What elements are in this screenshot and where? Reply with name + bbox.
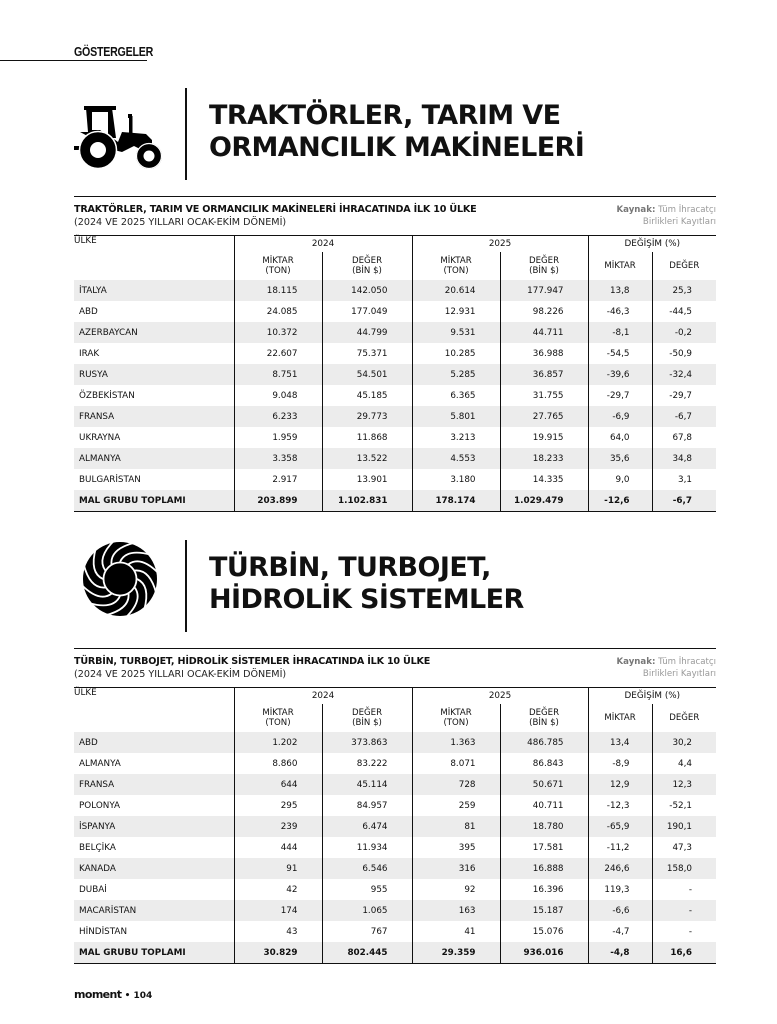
country-cell: AZERBAYCAN <box>74 322 234 343</box>
val-2025-cell: 177.947 <box>500 280 588 301</box>
brand-logo: moment <box>74 988 122 1001</box>
table-row <box>74 469 716 490</box>
qty-2024-cell: 8.860 <box>234 753 322 774</box>
col-2025: 2025 <box>412 236 588 253</box>
val-2024-cell: 6.474 <box>322 816 412 837</box>
table-header-turbines <box>74 648 716 687</box>
country-cell: İSPANYA <box>74 816 234 837</box>
qty-2025-cell: 12.931 <box>412 301 500 322</box>
qty-unit: (TON) <box>443 718 469 728</box>
country-cell: MACARİSTAN <box>74 900 234 921</box>
qty-2025-cell: 8.071 <box>412 753 500 774</box>
val-2024-cell: 802.445 <box>322 942 412 964</box>
qty-2025-cell: 5.285 <box>412 364 500 385</box>
change-val-cell: 158,0 <box>652 858 716 879</box>
val-2025-cell: 18.780 <box>500 816 588 837</box>
val-label: DEĞER <box>528 708 560 718</box>
val-2025-cell: 27.765 <box>500 406 588 427</box>
qty-2025-cell: 10.285 <box>412 343 500 364</box>
qty-label: MİKTAR <box>262 708 294 718</box>
val-2025-cell: 14.335 <box>500 469 588 490</box>
qty-2024-cell: 8.751 <box>234 364 322 385</box>
change-qty-cell: -54,5 <box>588 343 652 364</box>
qty-unit: (TON) <box>265 718 291 728</box>
change-val-cell: -44,5 <box>652 301 716 322</box>
table-row <box>74 343 716 364</box>
country-cell: UKRAYNA <box>79 432 121 443</box>
country-cell: ABD <box>79 306 98 317</box>
change-qty-cell: 13,8 <box>588 280 652 301</box>
source-line2: Birlikleri Kayıtları <box>642 217 716 227</box>
val-2024-cell: 1.102.831 <box>322 490 412 512</box>
country-cell: MAL GRUBU TOPLAMI <box>74 942 234 964</box>
col-2025-val <box>500 704 588 732</box>
val-label: DEĞER <box>351 256 383 266</box>
country-cell: ALMANYA <box>74 448 234 469</box>
section-rule <box>0 60 147 61</box>
table-row <box>74 774 716 795</box>
qty-2025-cell: 259 <box>412 795 500 816</box>
change-val-cell: - <box>652 900 716 921</box>
change-qty-cell: -6,9 <box>588 406 652 427</box>
change-val-cell: 16,6 <box>652 942 716 964</box>
table-source <box>617 656 716 680</box>
col-2024-qty <box>234 704 322 732</box>
col-2025: 2025 <box>412 688 588 705</box>
qty-label: MİKTAR <box>440 708 472 718</box>
table-row <box>74 900 716 921</box>
country-cell: DUBAİ <box>79 884 107 895</box>
country-cell: HİNDİSTAN <box>79 926 128 937</box>
col-2024-qty <box>234 252 322 280</box>
val-2025-cell: 486.785 <box>500 732 588 753</box>
val-2024-cell: 54.501 <box>322 364 412 385</box>
qty-2025-cell: 728 <box>412 774 500 795</box>
qty-2024-cell: 91 <box>234 858 322 879</box>
change-qty-cell: -12,3 <box>588 795 652 816</box>
col-2025-qty <box>412 252 500 280</box>
qty-2024-cell: 295 <box>234 795 322 816</box>
qty-2024-cell: 30.829 <box>234 942 322 964</box>
country-cell: FRANSA <box>74 406 234 427</box>
qty-2025-cell: 395 <box>412 837 500 858</box>
val-unit: (BİN $) <box>352 266 382 276</box>
turbine-icon <box>74 536 166 622</box>
change-val-cell: - <box>652 921 716 942</box>
page-footer <box>74 988 152 1001</box>
qty-2024-cell: 174 <box>234 900 322 921</box>
change-val-cell: -0,2 <box>652 322 716 343</box>
country-cell: BELÇİKA <box>79 842 116 853</box>
col-change-val: DEĞER <box>652 704 716 732</box>
qty-2025-cell: 4.553 <box>412 448 500 469</box>
col-2024-val <box>322 704 412 732</box>
qty-2025-cell: 163 <box>412 900 500 921</box>
change-qty-cell: 9,0 <box>588 469 652 490</box>
change-qty-cell: -8,9 <box>588 753 652 774</box>
table-row <box>74 364 716 385</box>
val-2025-cell: 19.915 <box>500 427 588 448</box>
val-2024-cell: 11.868 <box>322 427 412 448</box>
qty-2024-cell: 43 <box>234 921 322 942</box>
source-line2: Birlikleri Kayıtları <box>642 669 716 679</box>
table-row <box>74 301 716 322</box>
change-val-cell: 12,3 <box>652 774 716 795</box>
qty-2024-cell: 1.202 <box>234 732 322 753</box>
val-unit: (BİN $) <box>352 718 382 728</box>
val-2024-cell: 13.522 <box>322 448 412 469</box>
val-2024-cell: 11.934 <box>322 837 412 858</box>
col-country: ÜLKE <box>74 236 234 281</box>
qty-2024-cell: 24.085 <box>234 301 322 322</box>
val-2024-cell: 83.222 <box>322 753 412 774</box>
source-line1: Tüm İhracatçı <box>658 205 716 215</box>
change-val-cell: 34,8 <box>652 448 716 469</box>
change-qty-cell: 246,6 <box>588 858 652 879</box>
table-row <box>74 448 716 469</box>
val-2025-cell: 15.187 <box>500 900 588 921</box>
country-cell: ALMANYA <box>79 758 121 769</box>
qty-2025-cell: 81 <box>412 816 500 837</box>
val-2025-cell: 86.843 <box>500 753 588 774</box>
change-val-cell: -6,7 <box>652 490 716 512</box>
qty-2025-cell: 20.614 <box>412 280 500 301</box>
qty-label: MİKTAR <box>440 256 472 266</box>
val-2024-cell: 142.050 <box>322 280 412 301</box>
country-cell: RUSYA <box>74 364 234 385</box>
source-line1: Tüm İhracatçı <box>658 657 716 667</box>
val-label: DEĞER <box>528 256 560 266</box>
source-label: Kaynak: <box>616 205 656 215</box>
change-val-cell: 25,3 <box>652 280 716 301</box>
tractor-icon <box>74 96 166 174</box>
qty-2025-cell: 41 <box>412 921 500 942</box>
hero-tractors <box>74 88 724 180</box>
qty-2025-cell: 1.363 <box>412 732 500 753</box>
table-row <box>74 795 716 816</box>
col-2025-val <box>500 252 588 280</box>
table-row <box>74 858 716 879</box>
col-change: DEĞİŞİM (%) <box>588 236 716 253</box>
col-2024: 2024 <box>234 688 412 705</box>
total-row <box>74 490 716 512</box>
change-qty-cell: -65,9 <box>588 816 652 837</box>
change-qty-cell: 35,6 <box>588 448 652 469</box>
country-cell: KANADA <box>74 858 234 879</box>
qty-2025-cell: 3.213 <box>412 427 500 448</box>
change-qty-cell: -4,7 <box>588 921 652 942</box>
change-qty-cell: -11,2 <box>588 837 652 858</box>
col-change-qty: MİKTAR <box>588 252 652 280</box>
change-qty-cell: 12,9 <box>588 774 652 795</box>
val-2025-cell: 50.671 <box>500 774 588 795</box>
val-2025-cell: 15.076 <box>500 921 588 942</box>
table-row <box>74 921 716 942</box>
qty-2025-cell: 29.359 <box>412 942 500 964</box>
val-2025-cell: 17.581 <box>500 837 588 858</box>
change-val-cell: 4,4 <box>652 753 716 774</box>
val-2025-cell: 40.711 <box>500 795 588 816</box>
section-label: GÖSTERGELER <box>74 44 154 59</box>
change-val-cell: -32,4 <box>652 364 716 385</box>
val-2024-cell: 6.546 <box>322 858 412 879</box>
change-qty-cell: 119,3 <box>588 879 652 900</box>
col-country: ÜLKE <box>74 688 234 733</box>
change-qty-cell: -39,6 <box>588 364 652 385</box>
country-cell: İTALYA <box>74 280 234 301</box>
change-qty-cell: -4,8 <box>588 942 652 964</box>
table-subtitle: (2024 VE 2025 YILLARI OCAK-EKİM DÖNEMİ) <box>74 217 287 228</box>
qty-2024-cell: 10.372 <box>234 322 322 343</box>
col-change: DEĞİŞİM (%) <box>588 688 716 705</box>
val-2024-cell: 29.773 <box>322 406 412 427</box>
change-qty-cell: -8,1 <box>588 322 652 343</box>
qty-2025-cell: 92 <box>412 879 500 900</box>
table-row <box>74 322 716 343</box>
val-label: DEĞER <box>351 708 383 718</box>
qty-2024-cell: 444 <box>234 837 322 858</box>
val-2025-cell: 44.711 <box>500 322 588 343</box>
qty-2025-cell: 6.365 <box>412 385 500 406</box>
table-row <box>74 385 716 406</box>
val-2025-cell: 16.888 <box>500 858 588 879</box>
change-val-cell: -6,7 <box>652 406 716 427</box>
val-2024-cell: 45.185 <box>322 385 412 406</box>
change-qty-cell: 13,4 <box>588 732 652 753</box>
val-2024-cell: 75.371 <box>322 343 412 364</box>
change-qty-cell: -29,7 <box>588 385 652 406</box>
val-2024-cell: 177.049 <box>322 301 412 322</box>
qty-unit: (TON) <box>265 266 291 276</box>
val-2024-cell: 955 <box>322 879 412 900</box>
change-val-cell: 3,1 <box>652 469 716 490</box>
hero-title-line1: TRAKTÖRLER, TARIM VE <box>209 100 561 131</box>
country-cell: IRAK <box>79 348 100 359</box>
change-val-cell: 190,1 <box>652 816 716 837</box>
source-label: Kaynak: <box>616 657 656 667</box>
country-cell: ÖZBEKİSTAN <box>79 390 135 401</box>
change-qty-cell: 64,0 <box>588 427 652 448</box>
table-tractors <box>74 235 716 512</box>
qty-2024-cell: 22.607 <box>234 343 322 364</box>
val-2024-cell: 45.114 <box>322 774 412 795</box>
country-cell: ABD <box>74 732 234 753</box>
qty-2024-cell: 9.048 <box>234 385 322 406</box>
val-2025-cell: 36.857 <box>500 364 588 385</box>
col-2024: 2024 <box>234 236 412 253</box>
qty-label: MİKTAR <box>262 256 294 266</box>
change-qty-cell: -46,3 <box>588 301 652 322</box>
table-source <box>617 204 716 228</box>
table-header-tractors <box>74 196 716 235</box>
table-row <box>74 879 716 900</box>
table-row <box>74 280 716 301</box>
change-qty-cell: -6,6 <box>588 900 652 921</box>
val-2024-cell: 1.065 <box>322 900 412 921</box>
change-val-cell: 47,3 <box>652 837 716 858</box>
page-number: • 104 <box>124 991 153 1001</box>
val-2025-cell: 31.755 <box>500 385 588 406</box>
col-2024-val <box>322 252 412 280</box>
table-row <box>74 427 716 448</box>
qty-2024-cell: 6.233 <box>234 406 322 427</box>
val-2024-cell: 84.957 <box>322 795 412 816</box>
hero-title-line1: TÜRBİN, TURBOJET, <box>209 552 491 583</box>
table-row <box>74 732 716 753</box>
hero-title <box>209 552 524 616</box>
col-2025-qty <box>412 704 500 732</box>
qty-2025-cell: 178.174 <box>412 490 500 512</box>
turbine-hub <box>104 563 137 596</box>
table-subtitle: (2024 VE 2025 YILLARI OCAK-EKİM DÖNEMİ) <box>74 669 287 680</box>
table-turbines <box>74 687 716 964</box>
qty-2025-cell: 5.801 <box>412 406 500 427</box>
qty-unit: (TON) <box>443 266 469 276</box>
val-2025-cell: 18.233 <box>500 448 588 469</box>
change-val-cell: -29,7 <box>652 385 716 406</box>
col-change-val: DEĞER <box>652 252 716 280</box>
val-2025-cell: 98.226 <box>500 301 588 322</box>
table-row <box>74 406 716 427</box>
val-2025-cell: 1.029.479 <box>500 490 588 512</box>
hero-divider <box>185 88 187 180</box>
hero-title <box>209 100 584 164</box>
val-2025-cell: 36.988 <box>500 343 588 364</box>
qty-2024-cell: 2.917 <box>234 469 322 490</box>
qty-2024-cell: 18.115 <box>234 280 322 301</box>
country-cell: MAL GRUBU TOPLAMI <box>74 490 234 512</box>
val-2024-cell: 373.863 <box>322 732 412 753</box>
country-cell: POLONYA <box>79 800 121 811</box>
col-change-qty: MİKTAR <box>588 704 652 732</box>
qty-2025-cell: 9.531 <box>412 322 500 343</box>
hero-title-line2: HİDROLİK SİSTEMLER <box>209 584 524 615</box>
table-row <box>74 816 716 837</box>
val-unit: (BİN $) <box>529 266 559 276</box>
val-unit: (BİN $) <box>529 718 559 728</box>
qty-2024-cell: 239 <box>234 816 322 837</box>
table-title: TÜRBİN, TURBOJET, HİDROLİK SİSTEMLER İHRACATINDA İLK 10 ÜLKE <box>74 656 431 667</box>
change-val-cell: -50,9 <box>652 343 716 364</box>
change-val-cell: 30,2 <box>652 732 716 753</box>
qty-2025-cell: 316 <box>412 858 500 879</box>
table-row <box>74 753 716 774</box>
change-val-cell: 67,8 <box>652 427 716 448</box>
change-val-cell: - <box>652 879 716 900</box>
qty-2025-cell: 3.180 <box>412 469 500 490</box>
country-cell: BULGARİSTAN <box>79 474 141 485</box>
val-2025-cell: 16.396 <box>500 879 588 900</box>
qty-2024-cell: 3.358 <box>234 448 322 469</box>
hero-divider <box>185 540 187 632</box>
qty-2024-cell: 644 <box>234 774 322 795</box>
val-2024-cell: 767 <box>322 921 412 942</box>
val-2025-cell: 936.016 <box>500 942 588 964</box>
val-2024-cell: 13.901 <box>322 469 412 490</box>
qty-2024-cell: 42 <box>234 879 322 900</box>
table-title: TRAKTÖRLER, TARIM VE ORMANCILIK MAKİNELERİ İHRACATINDA İLK 10 ÜLKE <box>74 204 477 215</box>
change-val-cell: -52,1 <box>652 795 716 816</box>
qty-2024-cell: 1.959 <box>234 427 322 448</box>
hero-title-line2: ORMANCILIK MAKİNELERİ <box>209 132 585 163</box>
hero-turbines <box>74 540 724 632</box>
total-row <box>74 942 716 964</box>
table-row <box>74 837 716 858</box>
country-cell: FRANSA <box>74 774 234 795</box>
qty-2024-cell: 203.899 <box>234 490 322 512</box>
change-qty-cell: -12,6 <box>588 490 652 512</box>
val-2024-cell: 44.799 <box>322 322 412 343</box>
